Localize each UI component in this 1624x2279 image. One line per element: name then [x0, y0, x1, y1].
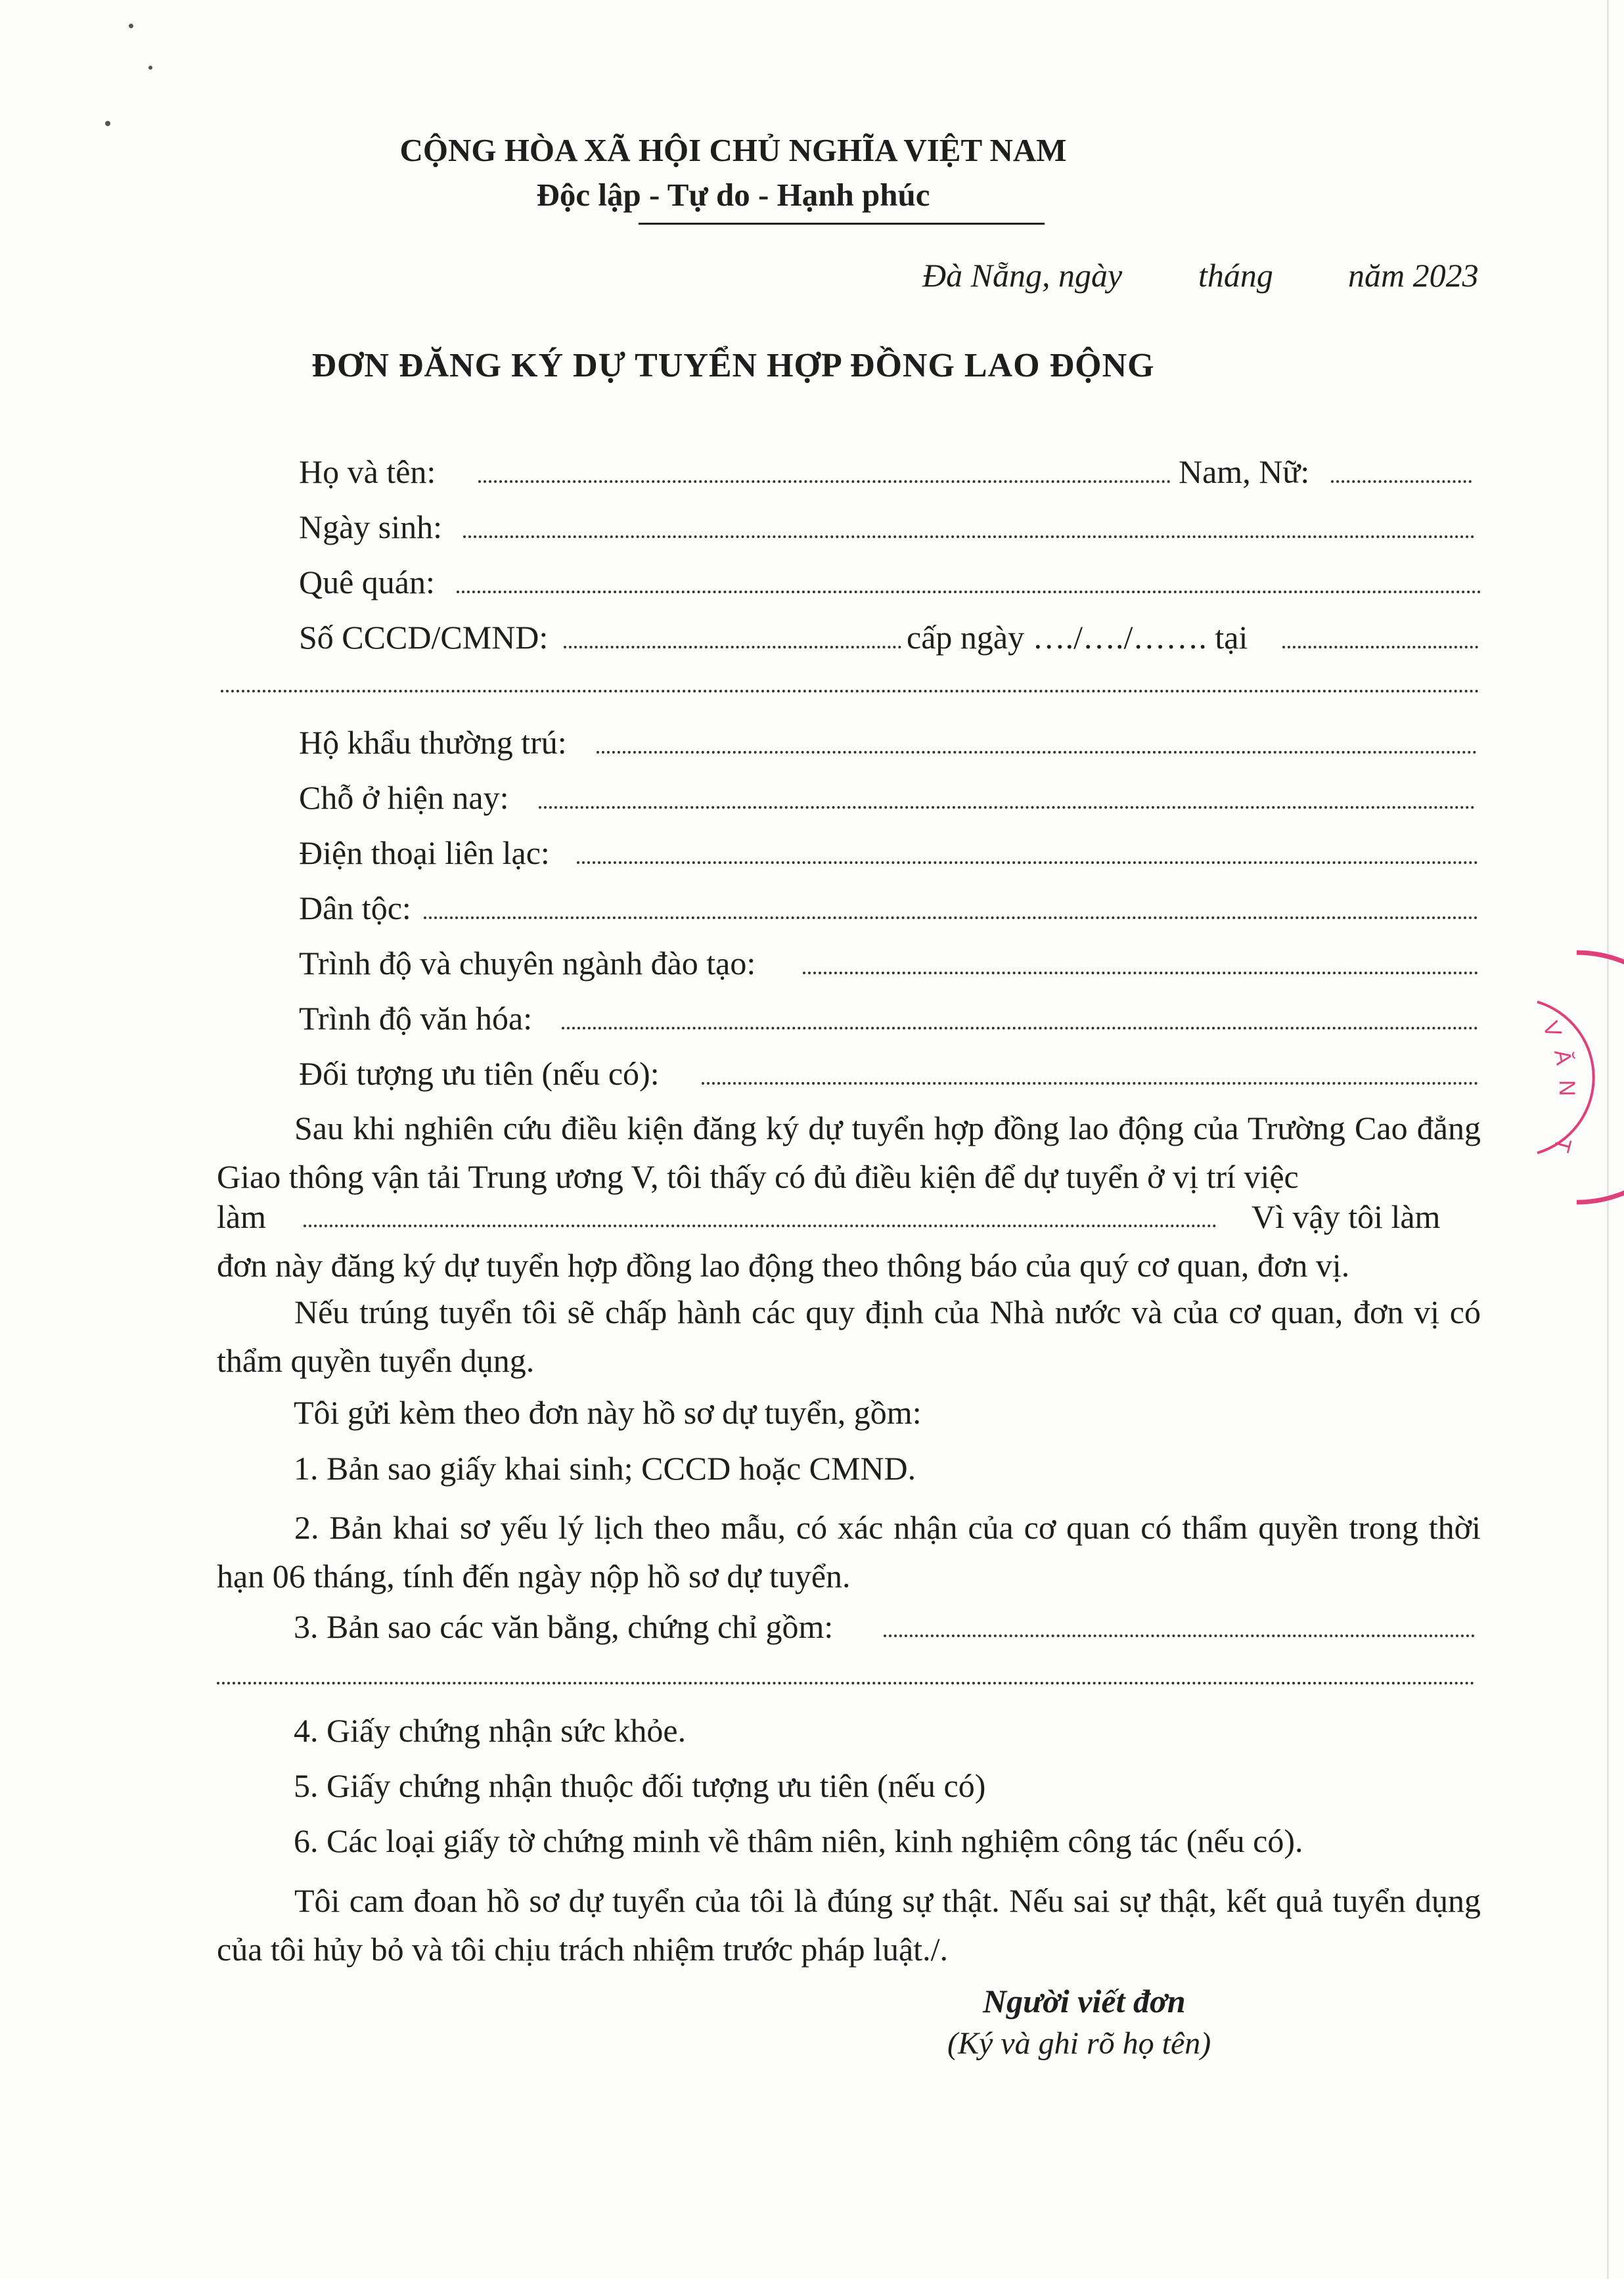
paragraph-eligibility-text: Sau khi nghiên cứu điều kiện đăng ký dự tuyển hợp đồng lao động của Trường Cao đẳng Giao thông vận tải Trung ương V, tôi thấy có đủ điều kiện để dự tuyển ở vị trí việc: [217, 1110, 1481, 1195]
dateline-place-day: Đà Nẵng, ngày: [922, 257, 1123, 294]
signature-title: Người viết đơn: [983, 1983, 1186, 2020]
education-field[interactable]: [562, 1027, 1478, 1029]
motto-underline: [639, 223, 1045, 225]
signature-note: (Ký và ghi rõ họ tên): [947, 2026, 1211, 2061]
attachment-item-6: 6. Các loại giấy tờ chứng minh về thâm niên, kinh nghiệm công tác (nếu có).: [294, 1822, 1303, 1859]
certificates-continuation-field[interactable]: [217, 1682, 1475, 1684]
svg-text:T: T: [1548, 1135, 1576, 1155]
priority-field[interactable]: [702, 1082, 1478, 1085]
id-issued-place-field[interactable]: [1282, 646, 1478, 648]
name-label: Họ và tên:: [299, 453, 436, 490]
scan-speck: [105, 121, 110, 126]
document-title: ĐƠN ĐĂNG KÝ DỰ TUYỂN HỢP ĐỒNG LAO ĐỘNG: [311, 347, 1155, 384]
attachment-item-1: 1. Bản sao giấy khai sinh; CCCD hoặc CMND.: [294, 1450, 916, 1487]
attachment-item-2: [217, 1503, 1481, 1600]
gender-field[interactable]: [1331, 480, 1472, 483]
paragraph-commitment: [217, 1876, 1481, 1974]
certificates-field[interactable]: [884, 1635, 1475, 1637]
dob-label: Ngày sinh:: [299, 508, 443, 545]
svg-text:Ă: Ă: [1549, 1047, 1577, 1067]
phone-label: Điện thoại liên lạc:: [299, 834, 550, 871]
ethnicity-label: Dân tộc:: [299, 890, 411, 926]
residence-field[interactable]: [597, 751, 1477, 754]
svg-text:V: V: [1537, 1018, 1566, 1041]
phone-field[interactable]: [577, 861, 1478, 864]
qualification-field[interactable]: [803, 972, 1478, 974]
scan-speck: [148, 66, 152, 70]
id-issued-label: cấp ngày …./…./……. tại: [907, 619, 1248, 656]
therefore-text: Vì vậy tôi làm: [1252, 1198, 1441, 1235]
dateline-month: tháng: [1198, 257, 1273, 294]
qualification-label: Trình độ và chuyên ngành đào tạo:: [299, 945, 756, 982]
job-position-field[interactable]: [304, 1225, 1217, 1227]
scan-speck: [129, 24, 133, 28]
name-field[interactable]: [478, 480, 1171, 483]
hometown-field[interactable]: [457, 591, 1481, 593]
attachment-item-2-text: 2. Bản khai sơ yếu lý lịch theo mẫu, có xác nhận của cơ quan có thẩm quyền trong thời hạn 06 tháng, tính đến ngày nộp hồ sơ dự tuyển.: [217, 1509, 1481, 1594]
national-title: CỘNG HÒA XÃ HỘI CHỦ NGHĨA VIỆT NAM: [399, 132, 1067, 168]
paragraph-compliance-text: Nếu trúng tuyển tôi sẽ chấp hành các quy định của Nhà nước và của cơ quan, đơn vị có thẩm quyền tuyển dụng.: [217, 1294, 1481, 1379]
dob-field[interactable]: [463, 535, 1475, 538]
dateline: [922, 256, 1479, 294]
residence-label: Hộ khẩu thường trú:: [299, 724, 567, 761]
paragraph-eligibility: [217, 1104, 1481, 1201]
attachments-intro: Tôi gửi kèm theo đơn này hồ sơ dự tuyển, gồm:: [294, 1394, 922, 1431]
ethnicity-field[interactable]: [424, 916, 1478, 919]
attachment-item-4: 4. Giấy chứng nhận sức khỏe.: [294, 1712, 687, 1749]
job-position-label: làm: [217, 1198, 266, 1235]
paragraph-eligibility-end: đơn này đăng ký dự tuyển hợp đồng lao động theo thông báo của quý cơ quan, đơn vị.: [217, 1247, 1350, 1284]
paragraph-commitment-text: Tôi cam đoan hồ sơ dự tuyển của tôi là đúng sự thật. Nếu sai sự thật, kết quả tuyển dụng của tôi hủy bỏ và tôi chịu trách nhiệm trước pháp luật./.: [217, 1882, 1481, 1968]
official-stamp: [1511, 939, 1624, 1215]
national-motto: Độc lập - Tự do - Hạnh phúc: [536, 177, 930, 213]
id-continuation-field[interactable]: [221, 690, 1479, 692]
hometown-label: Quê quán:: [299, 564, 435, 600]
id-number-field[interactable]: [564, 646, 901, 648]
attachment-item-3: 3. Bản sao các văn bằng, chứng chỉ gồm:: [294, 1608, 834, 1645]
current-address-label: Chỗ ở hiện nay:: [299, 779, 509, 816]
attachment-item-5: 5. Giấy chứng nhận thuộc đối tượng ưu tiên (nếu có): [294, 1767, 986, 1804]
id-label: Số CCCD/CMND:: [299, 619, 549, 656]
gender-label: Nam, Nữ:: [1179, 453, 1310, 490]
education-label: Trình độ văn hóa:: [299, 1000, 533, 1037]
dateline-year: năm 2023: [1348, 257, 1479, 294]
current-address-field[interactable]: [539, 806, 1475, 809]
svg-text:N: N: [1554, 1080, 1579, 1096]
priority-label: Đối tượng ưu tiên (nếu có):: [299, 1055, 660, 1092]
paragraph-compliance: [217, 1288, 1481, 1385]
